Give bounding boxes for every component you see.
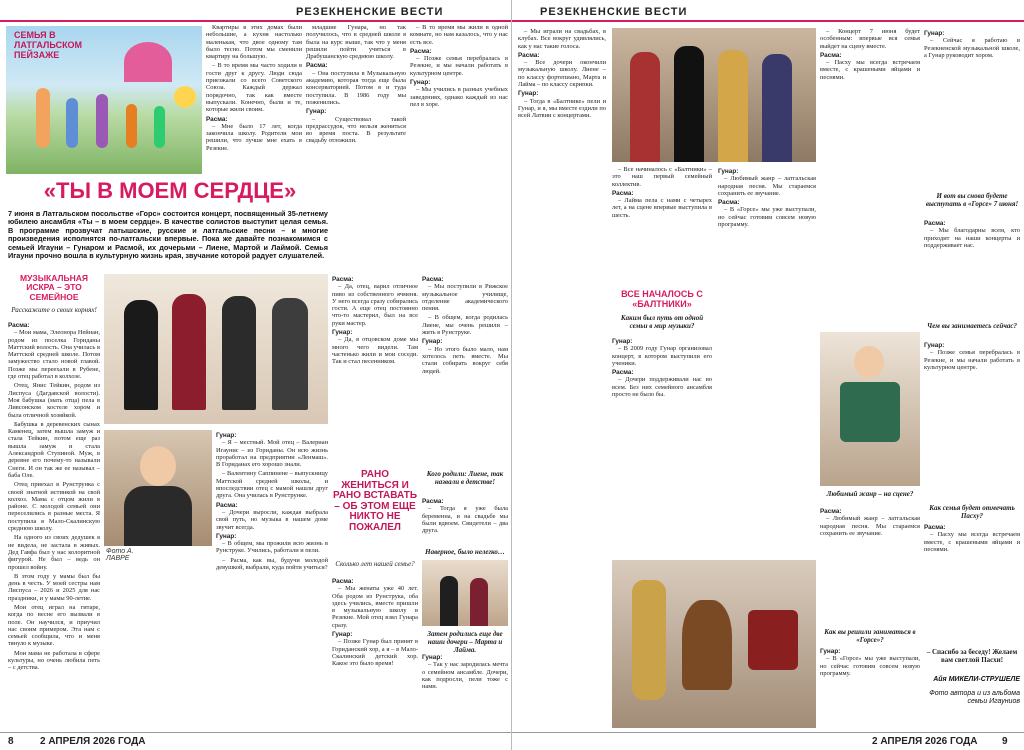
footer-date-right: 2 АПРЕЛЯ 2026 ГОДА [872, 736, 978, 747]
body-shape [124, 486, 192, 546]
person-1 [124, 300, 158, 410]
player-face [854, 346, 884, 378]
right-column-2a: – Все начиналось с «Балтники» – это наш первый семейный коллектив. Расма: – Лайма пела с нами с четырех лет, а на сцене впервые выступила в шесть. [612, 166, 712, 219]
masthead-title: РЕЗЕКНЕНСКИЕ ВЕСТИ [540, 6, 688, 18]
author-note: Фото автора и из альбома семьи Игауниов [929, 690, 1020, 705]
pull-quote-6: Любимый жанр – на сцене? [826, 490, 914, 498]
column-top-1: Квартиры в этих домах были небольшие, а кухня настолько маленькая, что двое одному там было тесно. Потом мы сменили квартиру на большую. – В то время мы часто ходили в гости друг к другу. Люди сюда приезжали со всего Советского Союза. Каждый держал порядочно, так как вместе выпускали. Конечно, были и те, которые жили своим. Расма: – Мне было 17 лет, когда закончила школу. Родители мои решили, что лучше мне ехать в Резекне. [206, 24, 302, 152]
person-left [440, 576, 458, 626]
subheading-1: МУЗЫКАЛЬНАЯ ИСКРА – ЭТО СЕМЕЙНОЕ [20, 273, 88, 302]
person-4 [272, 298, 308, 410]
portrait-photo [104, 430, 212, 546]
right-column-4c: Гунар: – В «Горсе» мы уже выступали, но сейчас готовим совсем новую программу. [820, 648, 920, 677]
figure-3 [96, 94, 108, 148]
column-mid-a: Расма: – Да, отец, варил отличное пиво из собственного ячменя. У него всегда сразу собирались гости. А еще отец постоянно что-то мастерил, был на все руки мастер. Гунар: – Да, в отцовском доме мы много чего видели. Там частенько жили и мои соседи. Так и стал песенником. [332, 276, 418, 366]
right-column-5c: Гунар: – Позже семья перебралась в Резекне, и мы начали работать в культурном центре. [924, 342, 1020, 371]
page-number-left: 8 [8, 736, 14, 747]
column-2: Гунар: – Я – местный. Мой отец – Валериан Игаунис – из Гориданы. Он всю жизнь проработал на предприятии «Ленмаш». В Гориданах его хорошо знали. – Валентину Саппинене – выпускницу Маттской средней школы, и впоследствии отец с мамой нашли друг друга. Она училась в Рунструнке. Расма: – Дочери выросли, каждая выбрала свой путь, но музыка в нашем доме звучит всегда. Гунар: – В общем, мы прожили всю жизнь в Рунструке. Учились, работали и пели. – Расма, как вы, будучи молодой девушкой, выбрали, куда пойти учиться? [216, 432, 328, 572]
pull-quote-2: РАНО ЖЕНИТЬСЯ И РАНО ВСТАВАТЬ – ОБ ЭТОМ ЕЩЕ НИКТО НЕ ПОЖАЛЕЛ [332, 469, 418, 533]
column-1: Расма: – Мои мама, Элеонора Нейнан, родом из поселка Гориданы Маттский волость. Она училась в Маттской средней школе. Потом замужество стало новой главой. Позже мы переехали в Рубене, где отец работал в колхозе. Отец, Янис Тейкин, родом из Лиспуса (Дагдавской волости). Моя бабушка (мать отца) пела в Ливсонском костеле хором и была отличной хозяйкой. Бабушка в деревенских сынах Каменец, затем вышла замуж и стала Тейкин, потом еще раз вышла замуж и стала Александрой Ступиной. Муж, в деревне его почему-то называли Снеги. И он так же ее называл – баба Оле. Отец приехал в Рунструнка с своей знатной истинкой на свой колхоз. Мама с отцом жили в районе. С молодой семьей они переселились в разные места. Я поступила в Мало-Скалинскую среднюю школу. На одного из своих дедушек я не видела, не застала в живых. Дед Гавфа был у нас колоритной фигурой. Не был – ведь он прошел войну. В этом году у мамы был бы день в честь. У моей сестры нам Лиспуса – 2026 и 2025 для нас праздники, и у мамы 90-летие. Мои отец играл на гитаре, когда по весне его вызвали в поле. Он научился, и приучил нас своим примером. Эта нам с семьей сообщила, что и меня тянуло к музыке. Мои мама не работала в сфере культуры, но очень любила петь – с детства. [8, 322, 100, 672]
author-name: Айя МИКЕЛИ-СТРУШЕЛЕ [933, 676, 1020, 683]
sun-shape [174, 86, 196, 108]
person-2 [172, 294, 206, 410]
accordion-player-photo [820, 332, 920, 486]
right-column-5a: Гунар: – Сейчас я работаю в Резекненской музыкальной школе, а Гунар руководит хором. [924, 30, 1020, 59]
right-column-2b: Гунар: – В 2009 году Гунар организовал концерт, в котором выступили его ученики. Расма: – Дочери поддерживали нас во всем. Без них семейного ансамбля просто не было бы. [612, 338, 712, 399]
right-column-4: – Концерт 7 июня будет особенным: впервые вся семья выйдет на сцену вместе. Расма: – Пасху мы всегда встречаем вместе, с крашеными яйцами и песнями. [820, 28, 920, 81]
pull-quote-7: Как вы решили заниматься в «Горсе»? [824, 628, 916, 644]
article-headline: «ТЫ В МОЕМ СЕРДЦЕ» [43, 178, 297, 203]
heart-shape [124, 42, 172, 82]
page-number-right: 9 [1002, 736, 1008, 747]
right-column-1: – Мы играли на свадьбах, в клубах. Все вокруг удивлялись, как у нас такие голоса. Расма: – Все дочери окончили музыкальную школу. Лиене – по классу фортепиано, Марта и Лайма – по классу скрипки. Гунар: – Тогда в «Балтнике» пели и Гунар, и я, мы вместе ездили по всей Латвии с концертами. [518, 28, 606, 120]
figure-1 [36, 88, 50, 148]
right-column-5b: Расма: – Мы благодарны всем, кто приходит на наши концерты и поддерживает нас. [924, 220, 1020, 249]
figure-5 [154, 106, 165, 148]
family-stage-photo [612, 28, 816, 162]
column-mid-b: Расма: – Мы поступили в Рижское музыкальное училище, отделение академического пения. – В общем, когда родилась Лиене, мы очень решили – жить в Рунструке. Гунар: – Но этого было мало, нам хотелось петь вместе. Мы стали собирать вокруг себя людей. [422, 276, 508, 375]
subheading-2-question: Каким был путь от одной семьи в мир музыки? [620, 314, 704, 330]
masthead-title: РЕЗЕКНЕНСКИЕ ВЕСТИ [296, 6, 444, 18]
figure-2 [66, 98, 78, 148]
couple-photo [422, 560, 508, 626]
pull-quote-2-sub: Сколько лет нашей семье? [335, 560, 415, 568]
masthead-left [0, 4, 511, 22]
ensemble-photo [104, 274, 328, 424]
right-column-3: Гунар: – Любимый жанр – латгальская народная песня. Мы стараемся сохранить ее звучание. Расма: – В «Горсе» мы уже выступали, но сейчас готовим совсем новую программу. [718, 168, 816, 229]
footer-left [0, 732, 511, 750]
guitar-shape [682, 600, 732, 690]
footer-date-left: 2 АПРЕЛЯ 2026 ГОДА [40, 736, 146, 747]
section-banner: СЕМЬЯ В ЛАТГАЛЬСКОМ ПЕЙЗАЖЕ [14, 30, 83, 60]
figure-4 [126, 104, 137, 148]
right-column-4b: Расма: – Любимый жанр – латгальская народная песня. Мы стараемся сохранить ее звучание. [820, 508, 920, 537]
member-1 [630, 52, 660, 162]
instruments-photo [612, 560, 816, 728]
pull-quote-9: Как семья будет отмечать Пасху? [929, 504, 1015, 520]
subheading-2: ВСЕ НАЧАЛОСЬ С «БАЛТНИКИ» [621, 289, 703, 309]
right-page [512, 0, 1024, 750]
column-4b: Гунар: – Так у нас зародилась мечта о семейном ансамбле. Дочери, как подросли, пели тоже с нами. [422, 654, 508, 691]
column-4a: Расма: – Тогда я уже была беременна, и на свадьбе мы были вдвоем. Свидетели – два друга. [422, 498, 508, 535]
column-3: Расма: – Мы женаты уже 40 лет. Оба родом из Рунструка, оба здесь учились, вместе пришли в музыкальную школу в Резекне. Мой отец взял Гунара сразу. Гунар: – Позже Гунар был принят в Гориданский хор, а я – в Мало-Скалинский детский хор. Какое это было время! [332, 578, 418, 668]
person-3 [222, 296, 256, 410]
footer-right [512, 732, 1024, 750]
column-top-3: – В то время мы жили в одной комнате, но нам казалось, что у нас есть все. Расма: – Позже семья перебралась в Резекне, и мы начали работать в культурном центре. Гунар: – Мы учились в разных учебных заведениях, однако каждый из нас пел в хоре. [410, 24, 508, 108]
pull-quote-8: И вот вы снова будете выступать в «Горсе» 7 июня! [925, 192, 1019, 208]
member-2 [674, 46, 704, 162]
person-right [470, 578, 488, 626]
right-column-5d: Расма: – Пасху мы всегда встречаем вместе, с крашеными яйцами и песнями. [924, 524, 1020, 553]
pull-quote-3: Кого родили: Лиене, так назвали в детстве! [426, 470, 504, 486]
member-4 [762, 54, 792, 162]
pull-quote-4: Наверное, было нелегко… [425, 548, 505, 556]
pull-quote-10: Чем вы занимаетесь сейчас? [927, 322, 1017, 330]
photo-credit: Фото А. ЛАВРЕ [106, 548, 134, 562]
family-painting-photo [6, 26, 202, 174]
subheading-1-question: Расскажите о своих корнях! [11, 306, 97, 314]
accordion-shape [748, 610, 798, 670]
article-lead: 7 июня в Латгальском посольстве «Горс» состоится концерт, посвященный 35-летнему юбилею ансамбля «Ты – в моем сердце». В качестве солистов выступит целая семья. В программе прозвучат латышские, русские и латгальские песни – и многие произведения исполнятся по-латгальски впервые. Пока же давайте познакомимся с семьей Игауни – Гунаром и Расмой, их дочерьми – Лиене, Мартой и Лаймой. Семья Игауни прочно вошла в культурную жизнь края, звучание которой радует слушателей. [8, 210, 328, 261]
closing-thanks: – Спасибо за беседу! Желаем вам светлой Пасхи! [926, 648, 1018, 664]
pull-quote-5: Затем родились еще две наши дочери – Марта и Лайма. [427, 630, 503, 654]
masthead-right [512, 4, 1024, 22]
accordion [840, 382, 900, 442]
column-top-2: младшие Гунара, но так получилось, что в средней школе я была на курс выше, так что у меня решили пойти учиться в Драбушанскую среднюю школу. Расма: – Она поступила в Музыкальную академию, которая тогда еще была консерваторией. Потом я и туда поступила. В 1986 году мы поженились. Гунар: – Существовал такой предрассудок, что нельзя жениться во время поста. В результате свадьбу отложили. [306, 24, 406, 145]
member-3 [718, 50, 748, 162]
trumpet-shape [632, 580, 666, 700]
face-shape [140, 446, 176, 486]
